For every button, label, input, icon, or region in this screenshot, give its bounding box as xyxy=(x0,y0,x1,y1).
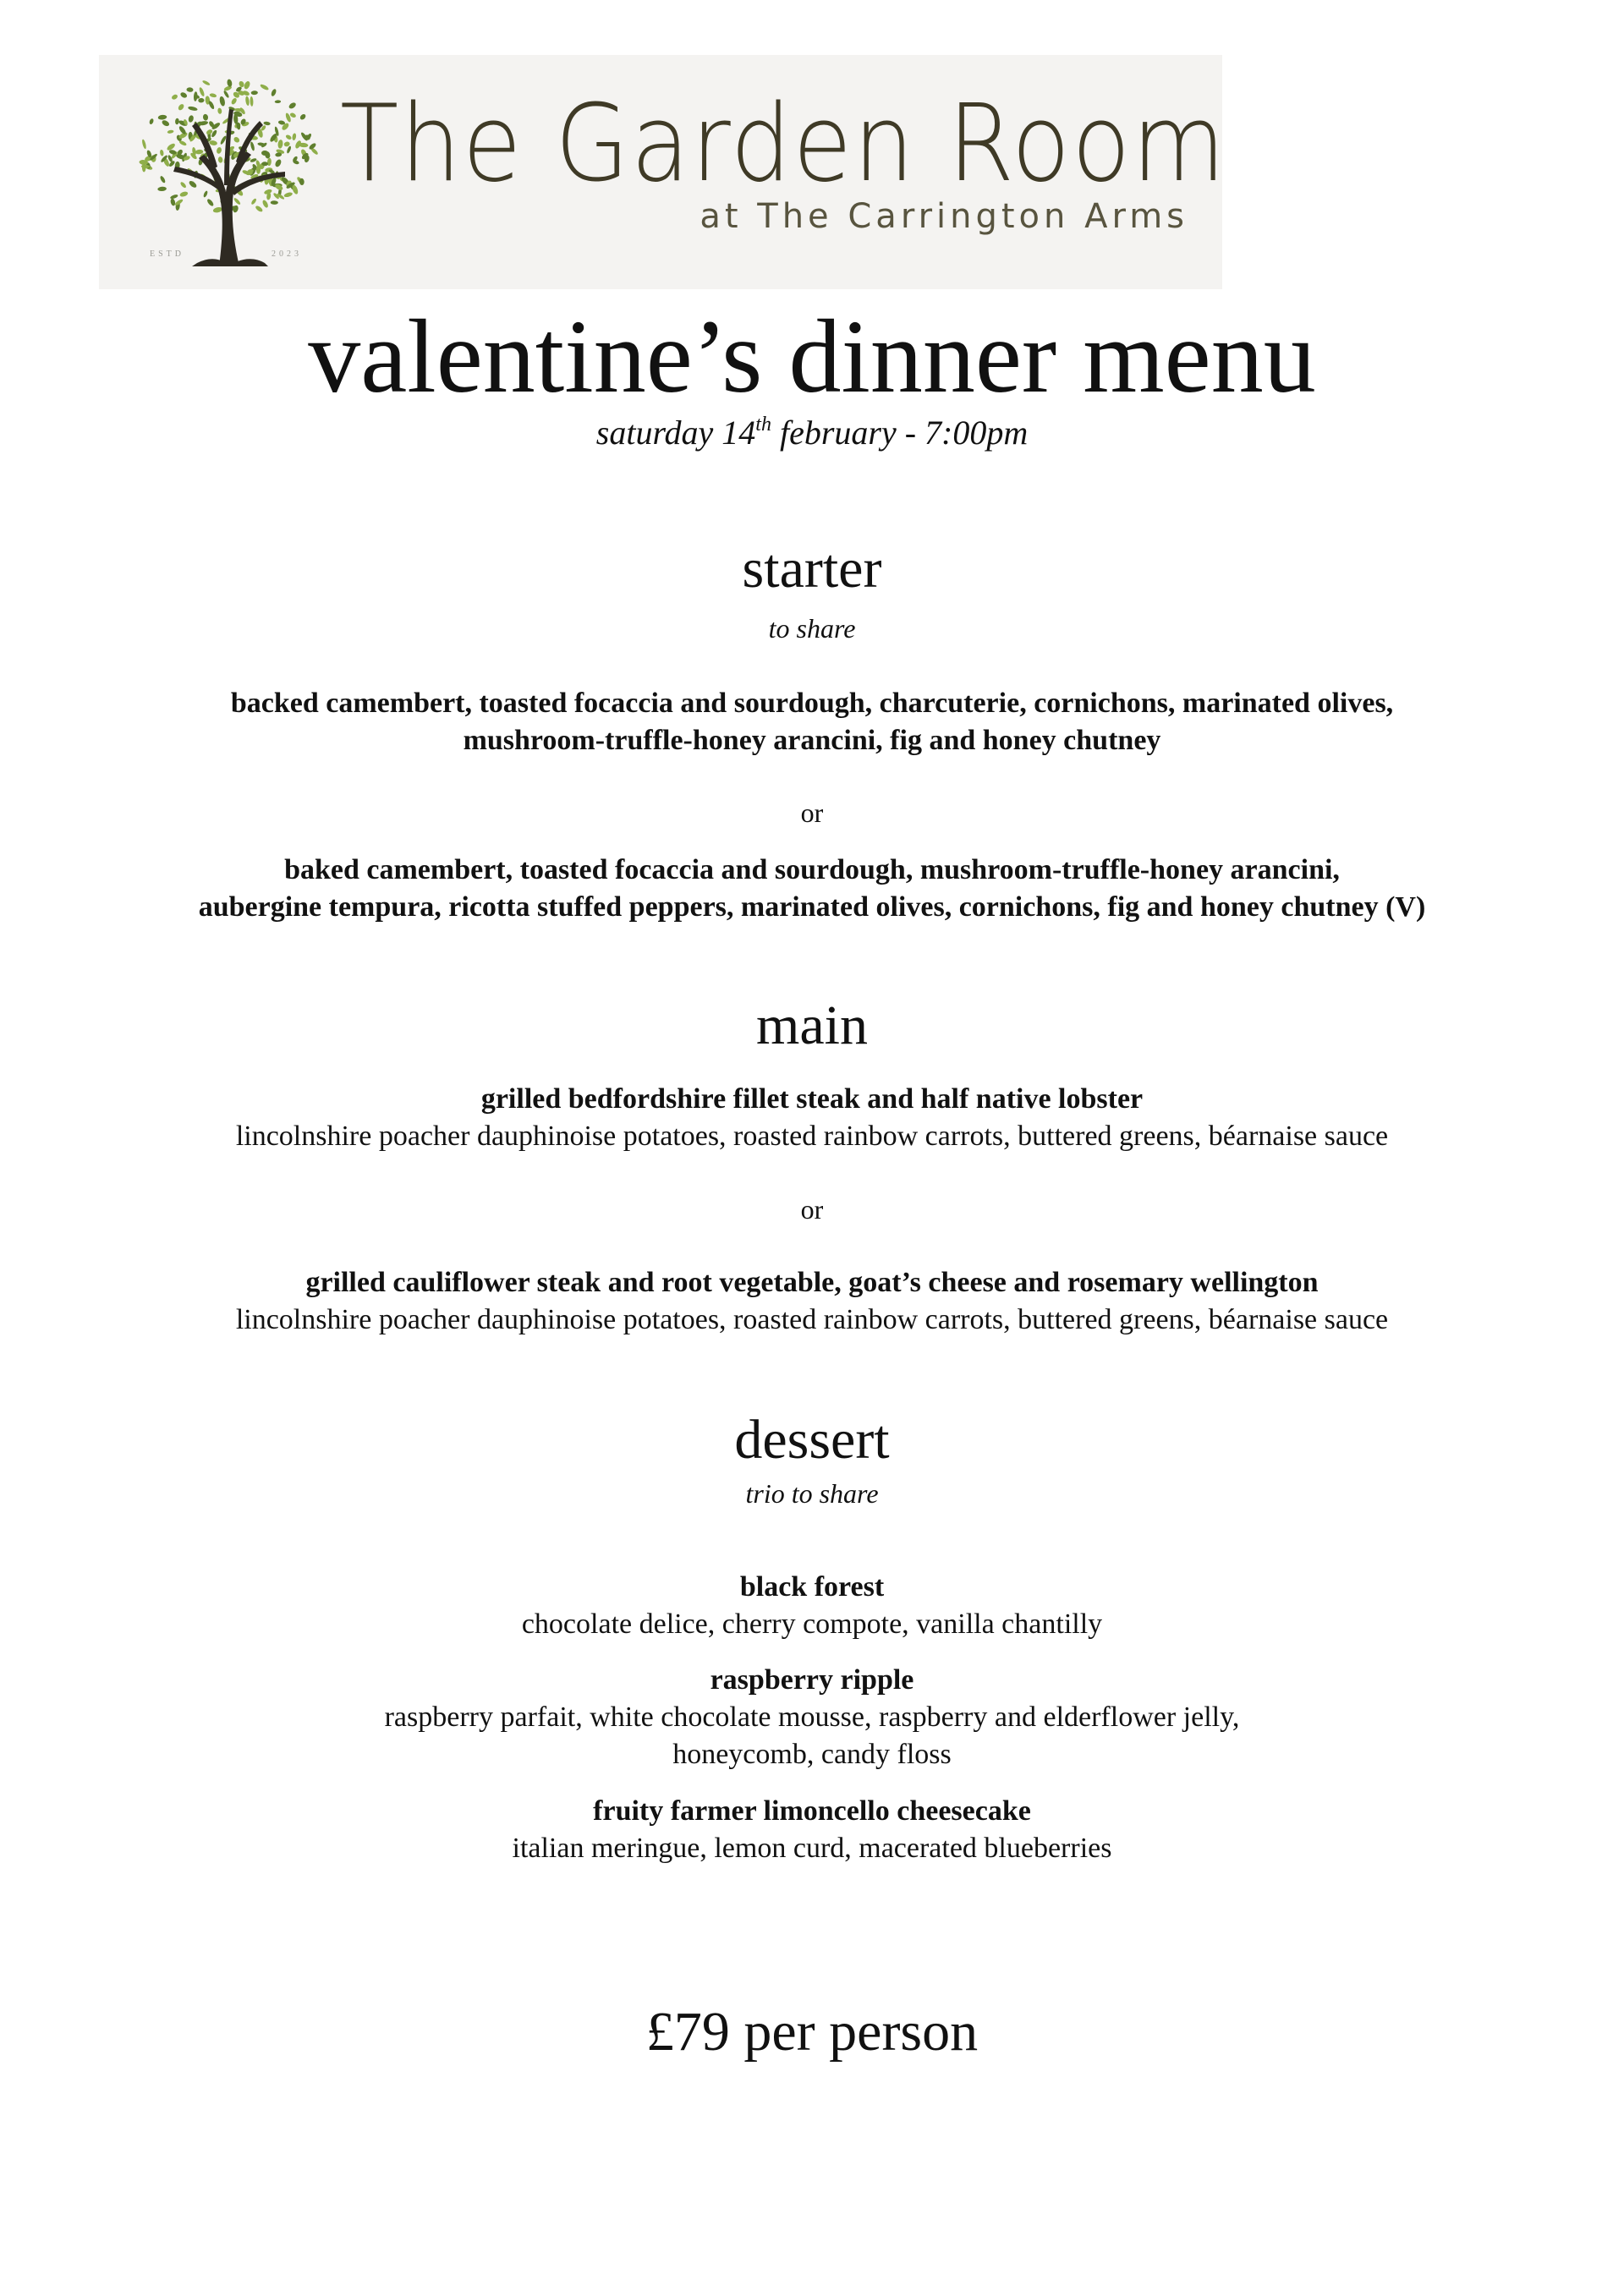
leaf xyxy=(255,205,264,213)
leaf xyxy=(157,114,167,120)
leaf xyxy=(217,107,222,114)
leaf xyxy=(202,79,211,86)
leaf xyxy=(188,180,197,189)
main-option-1-description: lincolnshire poacher dauphinoise potatoes, roasted rainbow carrots, buttered greens, béarnaise sauce xyxy=(235,1121,1389,1152)
starter-option-1-line-2: mushroom-truffle-honey arancini, fig and honey chutney xyxy=(463,725,1161,756)
leaf xyxy=(194,91,198,101)
dessert-item-2-title: raspberry ripple xyxy=(710,1664,914,1696)
dessert-item-3-title: fruity farmer limoncello cheesecake xyxy=(593,1795,1031,1827)
leaf xyxy=(250,198,257,205)
leaf xyxy=(299,113,307,121)
leaf xyxy=(261,200,269,209)
leaf xyxy=(170,194,178,200)
main-option-2-title: grilled cauliflower steak and root vegetable, goat’s cheese and rosemary wellington xyxy=(305,1267,1319,1298)
leaf xyxy=(289,112,297,118)
leaf xyxy=(245,96,250,106)
leaf xyxy=(178,103,185,112)
logo-banner xyxy=(99,55,1227,289)
leaf xyxy=(285,134,293,140)
leaf xyxy=(157,186,167,191)
leaf xyxy=(250,157,257,162)
leaf xyxy=(217,156,222,163)
starter-or: or xyxy=(800,797,824,828)
starter-option-1-line-1: backed camembert, toasted focaccia and sourdough, charcuterie, cornichons, marinated olives, xyxy=(230,688,1394,719)
brand-subtitle: at The Carrington Arms xyxy=(700,197,1188,236)
leaf xyxy=(292,133,297,140)
leaf xyxy=(222,90,229,98)
price: £79 per person xyxy=(645,2001,979,2063)
leaf xyxy=(188,115,195,123)
dessert-item-1-description: chocolate delice, cherry compote, vanilla chantilly xyxy=(521,1608,1103,1640)
leaf xyxy=(250,141,255,151)
menu-date xyxy=(0,413,1624,453)
leaf xyxy=(171,94,178,101)
main-heading: main xyxy=(756,995,868,1056)
leaf xyxy=(170,198,176,206)
leaf xyxy=(243,80,250,90)
date-suffix: february - 7:00pm xyxy=(771,414,1029,452)
leaf xyxy=(238,80,244,88)
leaf xyxy=(227,79,233,87)
leaf xyxy=(209,93,217,98)
leaf xyxy=(271,88,277,96)
leaf xyxy=(277,140,283,149)
leaf xyxy=(160,150,164,156)
main-option-1-title: grilled bedfordshire fillet steak and half native lobster xyxy=(480,1083,1144,1115)
dessert-item-3-description: italian meringue, lemon curd, macerated blueberries xyxy=(512,1833,1112,1864)
leaf xyxy=(275,100,282,103)
starter-option-2-line-1: baked camembert, toasted focaccia and sourdough, mushroom-truffle-honey arancini, xyxy=(284,854,1340,885)
leaf xyxy=(274,158,283,167)
leaf xyxy=(233,197,242,205)
leaf xyxy=(263,121,271,125)
leaf xyxy=(212,206,222,213)
leaf xyxy=(209,140,217,145)
main-or: or xyxy=(800,1194,824,1225)
tree-logo-icon xyxy=(131,67,324,266)
leaf xyxy=(260,84,270,91)
leaf xyxy=(188,106,198,112)
leaf xyxy=(206,198,215,207)
leaf xyxy=(283,191,293,198)
dessert-note: trio to share xyxy=(745,1478,879,1509)
leaf xyxy=(288,101,297,110)
date-prefix: saturday 14 xyxy=(595,414,756,452)
brand-name: The Garden Room xyxy=(340,81,1227,205)
starter-note: to share xyxy=(768,613,856,644)
estd-year: 2023 xyxy=(272,249,302,259)
leaf xyxy=(199,87,206,97)
dessert-item-2-description-line-2: honeycomb, candy floss xyxy=(672,1739,952,1770)
leaf xyxy=(203,190,209,198)
menu-title: valentine’s dinner menu xyxy=(308,299,1316,414)
main-option-2-description: lincolnshire poacher dauphinoise potatoes, roasted rainbow carrots, buttered greens, béarnaise sauce xyxy=(235,1304,1389,1335)
leaf xyxy=(179,191,189,198)
leaf xyxy=(186,87,193,92)
leaf xyxy=(179,181,187,189)
starter-heading: starter xyxy=(742,538,882,600)
leaf xyxy=(283,141,290,147)
leaf xyxy=(149,118,155,125)
leaf xyxy=(216,146,222,154)
leaf xyxy=(271,200,278,205)
leaf xyxy=(159,175,166,184)
leaf xyxy=(286,145,292,154)
leaf xyxy=(179,91,188,99)
leaf xyxy=(230,97,238,106)
dessert-heading: dessert xyxy=(734,1409,890,1471)
dessert-item-2-description-line-1: raspberry parfait, white chocolate mousse, raspberry and elderflower jelly, xyxy=(384,1701,1240,1733)
date-superscript: th xyxy=(755,414,771,436)
leaf xyxy=(202,113,208,121)
leaf xyxy=(141,139,147,149)
leaf xyxy=(167,129,173,134)
leaf xyxy=(198,98,204,103)
leaf xyxy=(250,96,253,107)
leaf xyxy=(256,165,261,174)
leaf xyxy=(161,119,170,128)
leaf xyxy=(251,90,258,95)
starter-option-2-line-2: aubergine tempura, ricotta stuffed peppers, marinated olives, cornichons, fig and honey chutney (V) xyxy=(198,891,1426,923)
leaf xyxy=(219,96,226,107)
leaf xyxy=(175,118,179,125)
leaf xyxy=(233,136,240,144)
estd-label: ESTD xyxy=(150,249,184,259)
dessert-item-1-title: black forest xyxy=(739,1571,885,1603)
